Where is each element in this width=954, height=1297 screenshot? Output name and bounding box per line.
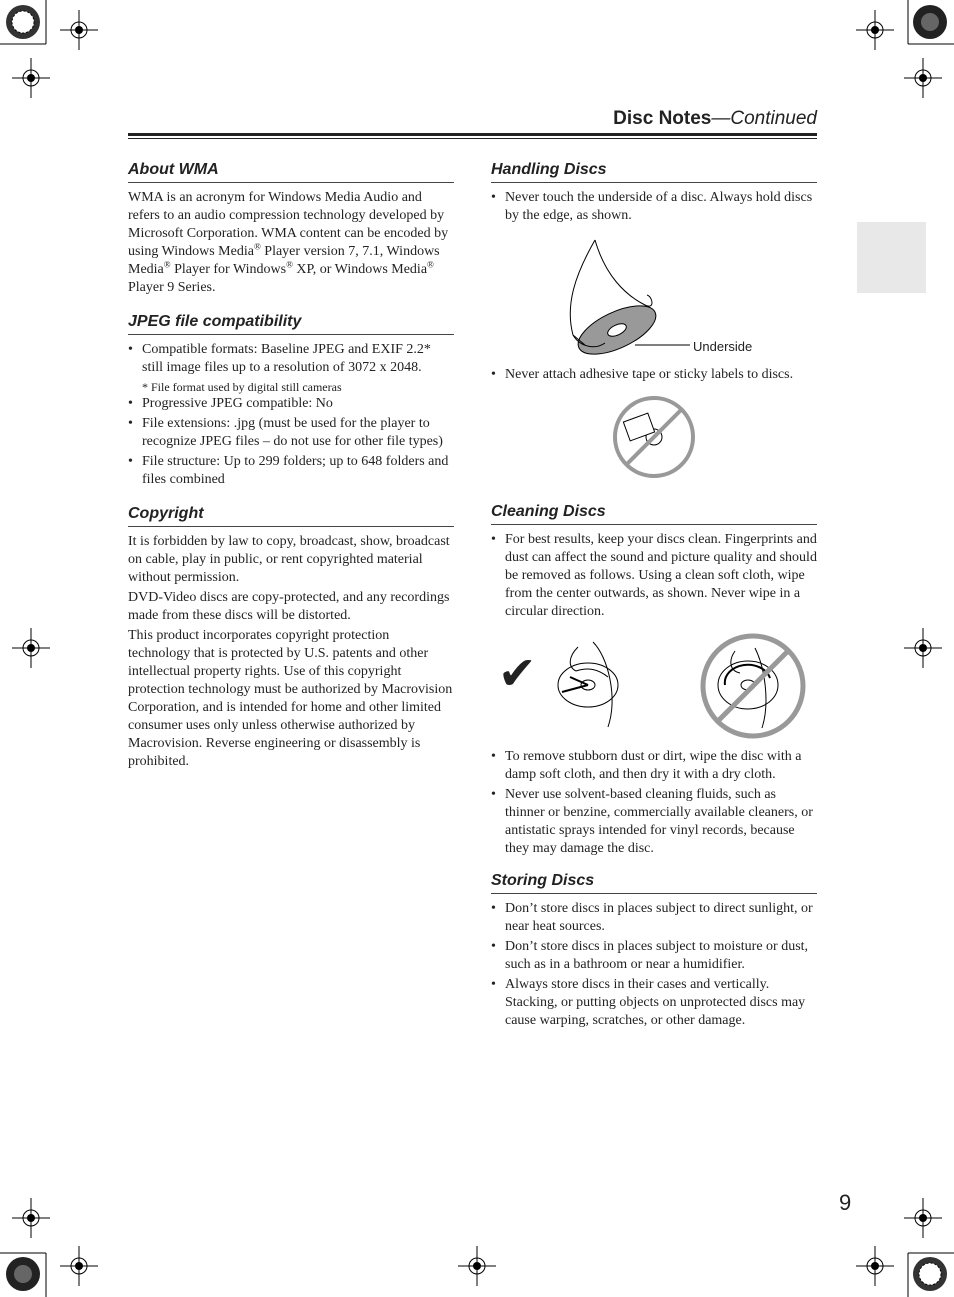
list-item: • Don’t store discs in places subject to direct sunlight, or near heat sources. — [491, 900, 817, 936]
handling-section-2 — [491, 366, 817, 386]
wma-paragraph: WMA is an acronym for Windows Media Audio and refers to an audio compression technology developed by Microsoft Corporation. WMA content can be encoded by using Windows Media® Player version 7, 7.1, Windows Media® Player for Windows® XP, or Windows Media® Player 9 Series. — [128, 190, 449, 295]
copyright-p3: This product incorporates copyright protection technology that is protected by U.S. patents and other intellectual property rights. Use of this copyright protection technology must be authorized by Macrovision Corporation, and is intended for home and other limited consumer uses only unless otherwise authorized by Macrovision. Reverse engineering or disassembly is prohibited. — [128, 628, 453, 769]
copyright-p2: DVD-Video discs are copy-protected, and any recordings made from these discs will be distorted. — [128, 590, 450, 623]
page-number: 9 — [839, 1190, 852, 1215]
list-item: • Never attach adhesive tape or sticky labels to discs. — [491, 366, 817, 384]
correct-wiping-illustration — [548, 637, 628, 732]
cleaning-list — [491, 531, 817, 621]
list-item: • Never use solvent-based cleaning fluids, such as thinner or benzine, commercially available cleaners, or antistatic sprays intended for vinyl records, because they may damage the disc. — [491, 786, 817, 858]
storing-section — [491, 872, 817, 1032]
list-item: • Compatible formats: Baseline JPEG and EXIF 2.2* still image files up to a resolution of 3072 x 2048. — [128, 341, 454, 377]
heading-cleaning: Cleaning Discs — [491, 503, 817, 525]
no-label-disc-icon — [612, 395, 696, 479]
correct-check-icon: ✔ — [498, 646, 537, 700]
cleaning-section — [491, 503, 817, 623]
list-item: • File structure: Up to 299 folders; up to 648 folders and files combined — [128, 453, 454, 489]
jpeg-footnote: * File format used by digital still cameras — [142, 380, 342, 394]
cleaning-list-2 — [491, 748, 817, 858]
storing-list — [491, 900, 817, 1030]
list-item: • File extensions: .jpg (must be used for the player to recognize JPEG files – do not use for other file types) — [128, 415, 454, 451]
list-item: • Never touch the underside of a disc. Always hold discs by the edge, as shown. — [491, 189, 817, 225]
left-column — [128, 161, 454, 773]
heading-jpeg: JPEG file compatibility — [128, 313, 454, 335]
heading-copyright: Copyright — [128, 505, 454, 527]
handling-section — [491, 161, 817, 227]
underside-label: Underside — [693, 339, 753, 354]
list-item: • To remove stubborn dust or dirt, wipe the disc with a damp soft cloth, and then dry it with a dry cloth. — [491, 748, 817, 784]
list-item: • Don’t store discs in places subject to moisture or dust, such as in a bathroom or near a humidifier. — [491, 938, 817, 974]
list-item: • For best results, keep your discs clean. Fingerprints and dust can affect the sound and picture quality and should be removed as follows. Using a clean soft cloth, wipe from the center outwards, as shown. Never wipe in a circular direction. — [491, 531, 817, 621]
heading-storing: Storing Discs — [491, 872, 817, 894]
hand-holding-disc-illustration — [565, 235, 705, 355]
header-title: Disc Notes — [613, 108, 712, 129]
list-item: • Always store discs in their cases and vertically. Stacking, or putting objects on unprotected discs may cause warping, scratches, or other damage. — [491, 976, 817, 1030]
handling-list — [491, 189, 817, 225]
section-tab — [857, 222, 926, 293]
header-rule — [128, 133, 817, 136]
page-header — [613, 108, 817, 130]
incorrect-wiping-illustration — [700, 633, 806, 739]
jpeg-list-cont — [128, 395, 454, 489]
handling-list-2 — [491, 366, 817, 384]
heading-about-wma: About WMA — [128, 161, 454, 183]
header-continued: —Continued — [711, 108, 817, 129]
copyright-p1: It is forbidden by law to copy, broadcast, show, broadcast on cable, play in public, or rent copyrighted material without permission. — [128, 534, 450, 585]
cleaning-section-2 — [491, 748, 817, 860]
list-item: • Progressive JPEG compatible: No — [128, 395, 454, 413]
header-rule-thin — [128, 138, 817, 139]
jpeg-list — [128, 341, 454, 377]
heading-handling: Handling Discs — [491, 161, 817, 183]
